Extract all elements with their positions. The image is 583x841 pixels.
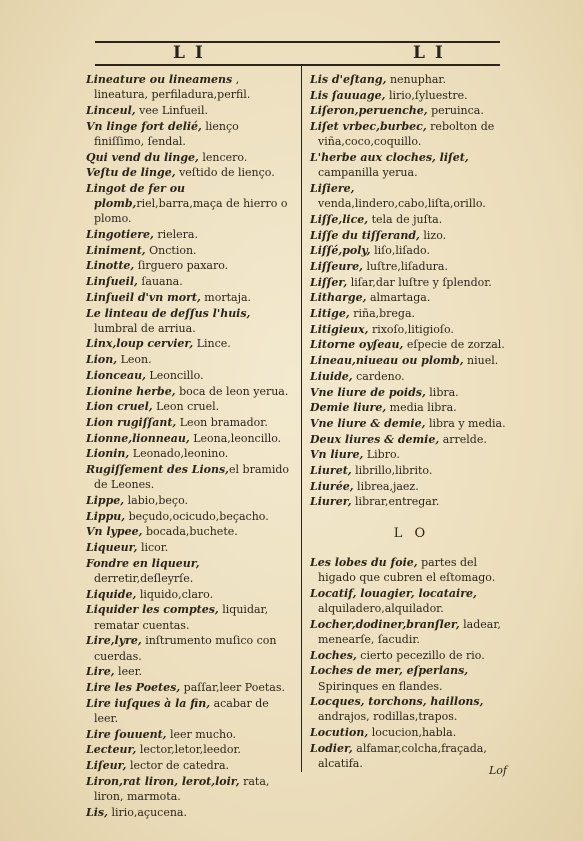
translation: lirio,ſyluestre. — [388, 88, 468, 102]
translation: liquido,claro. — [139, 587, 214, 601]
headword: Liſſe,lice, — [310, 212, 369, 226]
dictionary-entry — [310, 385, 513, 400]
translation: campanilla yerua. — [318, 166, 418, 180]
headword: Lecteur, — [86, 743, 137, 757]
translation: librea,jaez. — [357, 479, 419, 493]
translation: rebolton de viña,coco,coquillo. — [318, 120, 495, 149]
translation: partes del higado que cubren el eſtomago. — [318, 555, 496, 585]
column-divider — [301, 66, 302, 772]
headword: Lion rugiſſant, — [86, 415, 177, 429]
catchword: Lof — [489, 764, 507, 777]
translation: media libra. — [389, 401, 457, 415]
dictionary-entry — [86, 258, 292, 273]
left-column — [86, 72, 292, 820]
dictionary-entry — [310, 243, 513, 258]
translation: bocada,buchete. — [145, 525, 238, 539]
headword: Rugiſſement des Lions, — [86, 463, 229, 477]
headword: Lion cruel, — [86, 400, 153, 414]
headword: Lineature ou lineamens — [86, 73, 233, 86]
translation: riel,barra,maça de hierro o plomo. — [94, 197, 288, 226]
headword: Lis, — [86, 805, 108, 819]
translation: libra y media. — [428, 416, 506, 430]
dictionary-entry — [86, 181, 292, 227]
dictionary-entry — [310, 741, 513, 771]
running-head — [95, 38, 500, 66]
headword: Liſſer, — [310, 275, 348, 289]
translation: el bramido de Leones. — [94, 463, 289, 492]
headword: Liniment, — [86, 243, 146, 257]
dictionary-entry — [310, 400, 513, 415]
dictionary-entry — [310, 416, 513, 431]
dictionary-entry — [86, 431, 292, 446]
headword: Vn lypee, — [86, 525, 143, 539]
dictionary-entry — [86, 727, 292, 742]
dictionary-entry — [86, 742, 292, 757]
headword: Vn liure, — [310, 448, 364, 462]
translation: rixoſo,litigioſo. — [371, 322, 454, 336]
headword: Loches, — [310, 648, 357, 662]
dictionary-entry — [86, 462, 292, 492]
dictionary-entry — [86, 72, 292, 102]
dictionary-entry — [310, 555, 513, 585]
translation: peruinca. — [431, 104, 484, 118]
headword: Lionceau, — [86, 368, 146, 382]
translation: inſtrumento muſico con cuerdas. — [94, 634, 277, 663]
dictionary-entry — [86, 384, 292, 399]
translation: cierto pecezillo de rio. — [360, 648, 485, 662]
translation: tela de juſta. — [371, 212, 443, 226]
translation: labio,beço. — [127, 493, 189, 507]
translation: alquiladero,alquilador. — [318, 602, 444, 615]
translation: beçudo,ocicudo,beçacho. — [128, 509, 269, 523]
dictionary-entry — [86, 150, 292, 165]
translation: ladear, menearſe, ſacudir. — [318, 617, 501, 646]
dictionary-entry — [86, 274, 292, 289]
translation: lirio,açucena. — [111, 805, 187, 819]
dictionary-entry — [86, 805, 292, 820]
dictionary-entry — [310, 275, 513, 290]
headword: Liqueur, — [86, 541, 138, 555]
translation: vee Linfueil. — [139, 103, 208, 117]
dictionary-entry — [86, 368, 292, 383]
headword: Lis d'eſtang, — [310, 73, 387, 86]
section-heading: L O — [393, 525, 430, 541]
dictionary-entry — [86, 524, 292, 539]
translation: Leona,leoncillo. — [193, 431, 282, 445]
dictionary-entry — [86, 493, 292, 508]
dictionary-entry — [310, 432, 513, 447]
dictionary-entry — [310, 617, 513, 647]
head-bottom-rule — [95, 64, 500, 66]
headword: Liſet vrbec,burbec, — [310, 120, 427, 134]
headword: Liquide, — [86, 587, 137, 601]
translation: lector,letor,leedor. — [139, 743, 241, 757]
headword: Liſeron,peruenche, — [310, 104, 428, 118]
translation: leer mucho. — [170, 727, 236, 741]
headword: Locher,dodiner,branſler, — [310, 617, 460, 631]
headword: Locatif, louagier, locataire, — [310, 586, 477, 600]
translation: alfamar,colcha,fraçada, alcatifa. — [318, 741, 487, 771]
translation: locucion,habla. — [371, 726, 457, 740]
dictionary-entry — [86, 696, 292, 726]
dictionary-entry — [310, 212, 513, 227]
headword: Vne liure & demie, — [310, 416, 426, 430]
headword: Lion, — [86, 353, 118, 367]
headword: Lire,lyre, — [86, 634, 142, 648]
translation: boca de leon yerua. — [179, 384, 289, 398]
headword: Lionin, — [86, 447, 130, 461]
translation: riña,brega. — [353, 307, 416, 321]
translation: liquidar, rematar cuentas. — [94, 603, 269, 632]
translation: almartaga. — [369, 291, 431, 305]
headword: Lingot de fer ou plomb, — [86, 181, 186, 211]
headword: Les lobes du foie, — [310, 555, 418, 569]
translation: lencero. — [202, 150, 248, 164]
dictionary-entry — [86, 587, 292, 602]
headword: L'herbe aux cloches, liſet, — [310, 151, 469, 165]
headword: Linſueil d'vn mort, — [86, 290, 201, 304]
translation: Spirinques en flandes. — [318, 679, 443, 693]
headword: Litigieux, — [310, 322, 369, 336]
dictionary-entry — [310, 259, 513, 274]
headword: Lire les Poetes, — [86, 680, 181, 694]
dictionary-entry — [310, 88, 513, 103]
translation: niuel. — [467, 354, 499, 368]
dictionary-entry — [86, 103, 292, 118]
dictionary-entry — [86, 758, 292, 773]
dictionary-entry — [86, 664, 292, 679]
headword: Liſiere, — [310, 181, 355, 195]
dictionary-entry — [86, 399, 292, 414]
dictionary-entry — [310, 663, 513, 693]
headword: Lippu, — [86, 509, 126, 523]
headword: Le linteau de deſſus l'huis, — [86, 306, 251, 320]
dictionary-entry — [86, 352, 292, 367]
dictionary-entry — [310, 72, 513, 87]
headword: Lingotiere, — [86, 228, 154, 242]
headword: Lire, — [86, 665, 115, 679]
translation: libra. — [429, 385, 459, 399]
translation: Leon bramador. — [179, 415, 268, 429]
translation: Leonado,leonino. — [132, 447, 229, 461]
running-head-right: L I — [413, 43, 445, 63]
translation: liſar,dar luſtre y ſplendor. — [350, 275, 492, 289]
headword: Litorne oyſeau, — [310, 338, 404, 352]
headword: Linotte, — [86, 259, 135, 273]
headword: Liquider les comptes, — [86, 603, 219, 617]
headword: Liurée, — [310, 479, 354, 493]
dictionary-entry — [86, 119, 292, 149]
translation: cardeno. — [356, 369, 405, 383]
headword: Lionne,lionneau, — [86, 431, 190, 445]
headword: Liſſe du tiſſerand, — [310, 228, 420, 242]
dictionary-entry — [310, 119, 513, 149]
translation: arrelde. — [442, 432, 487, 446]
dictionary-entry — [310, 447, 513, 462]
translation: Leon. — [120, 353, 152, 367]
headword: Liſeur, — [86, 758, 127, 772]
translation: derretir,deſleyrſe. — [94, 572, 194, 585]
translation: lienço finiſſimo, ſendal. — [94, 119, 239, 148]
translation: luſtre,liſadura. — [366, 259, 448, 273]
dictionary-entry — [86, 509, 292, 524]
dictionary-entry — [310, 586, 513, 616]
right-column-entries-lo — [310, 555, 513, 771]
headword: Lionine herbe, — [86, 384, 176, 398]
dictionary-entry — [86, 540, 292, 555]
headword: Veſtu de linge, — [86, 166, 176, 180]
headword: Litharge, — [310, 291, 367, 305]
translation: venda,lindero,cabo,liſta,orillo. — [318, 197, 486, 211]
dictionary-entry — [310, 463, 513, 478]
headword: Linſueil, — [86, 275, 138, 289]
dictionary-entry — [86, 336, 292, 351]
headword: Lippe, — [86, 493, 125, 507]
headword: Lire ſouuent, — [86, 727, 167, 741]
translation: lumbral de arriua. — [94, 321, 196, 335]
dictionary-entry — [310, 181, 513, 211]
headword: Liuret, — [310, 464, 352, 478]
dictionary-entry — [310, 103, 513, 118]
headword: Linceul, — [86, 103, 136, 117]
dictionary-entry — [86, 633, 292, 663]
dictionary-entry — [310, 353, 513, 368]
translation: veſtido de lienço. — [179, 166, 275, 180]
headword: Linx,loup cervier, — [86, 337, 194, 351]
headword: Locution, — [310, 726, 369, 740]
headword: Liuide, — [310, 369, 353, 383]
translation: lizo. — [423, 228, 447, 242]
right-column-entries-li — [310, 72, 513, 510]
headword: Lineau,niueau ou plomb, — [310, 354, 464, 368]
headword: Deux liures & demie, — [310, 432, 440, 446]
headword: Fondre en liqueur, — [86, 556, 200, 570]
translation: andrajos, rodillas,trapos. — [318, 710, 458, 724]
dictionary-entry — [310, 725, 513, 740]
dictionary-entry — [86, 306, 292, 336]
headword: Liurer, — [310, 495, 352, 509]
translation: ſirguero paxaro. — [137, 259, 229, 273]
dictionary-entry — [86, 602, 292, 632]
headword: Vne liure de poids, — [310, 385, 426, 399]
dictionary-entry — [86, 290, 292, 305]
right-column — [310, 72, 513, 772]
translation: Onction. — [149, 243, 197, 257]
dictionary-entry — [310, 150, 513, 180]
dictionary-entry — [310, 648, 513, 663]
translation: lector de catedra. — [129, 758, 230, 772]
translation: licor. — [140, 541, 169, 555]
translation: rielera. — [157, 228, 198, 242]
dictionary-entry — [310, 290, 513, 305]
translation: Leoncillo. — [149, 368, 204, 382]
dictionary-entry — [86, 446, 292, 461]
dictionary-entry — [310, 369, 513, 384]
headword: Liron,rat liron, lerot,loir, — [86, 774, 240, 788]
entry-separator: , — [232, 73, 240, 86]
headword: Lire iuſques à la fin, — [86, 696, 211, 710]
dictionary-entry — [86, 227, 292, 242]
translation: acabar de leer. — [94, 696, 269, 725]
dictionary-entry — [86, 243, 292, 258]
dictionary-entry — [310, 306, 513, 321]
headword: Demie liure, — [310, 401, 387, 415]
translation: nenuphar. — [389, 73, 446, 86]
headword: Locques, torchons, haillons, — [310, 695, 484, 709]
headword: Liſſeure, — [310, 259, 363, 273]
translation: paſſar,leer Poetas. — [183, 680, 286, 694]
dictionary-entry — [310, 494, 513, 509]
dictionary-entry — [310, 228, 513, 243]
headword: Lis ſauuage, — [310, 88, 386, 102]
headword: Litige, — [310, 307, 350, 321]
translation: eſpecie de zorzal. — [406, 338, 505, 352]
dictionary-entry — [86, 680, 292, 695]
translation: lineatura, perfiladura,perfil. — [94, 88, 251, 102]
translation: librillo,librito. — [355, 464, 433, 478]
dictionary-entry — [86, 556, 292, 586]
dictionary-entry — [310, 322, 513, 337]
dictionary-entry — [86, 415, 292, 430]
dictionary-entry — [310, 694, 513, 724]
translation: Leon cruel. — [156, 400, 220, 414]
dictionary-entry — [310, 337, 513, 352]
dictionary-entry — [86, 165, 292, 180]
translation: Libro. — [366, 448, 400, 462]
translation: leer. — [118, 665, 143, 679]
translation: ſauana. — [141, 275, 183, 289]
translation: Lince. — [196, 337, 231, 351]
translation: mortaja. — [204, 290, 252, 304]
dictionary-entry — [310, 479, 513, 494]
headword: Qui vend du linge, — [86, 150, 199, 164]
headword: Loches de mer, eſperlans, — [310, 664, 469, 678]
headword: Lodier, — [310, 741, 353, 755]
dictionary-entry — [86, 774, 292, 804]
translation: rata, liron, marmota. — [94, 774, 270, 803]
translation: liſo,liſado. — [374, 244, 430, 258]
translation: librar,entregar. — [355, 495, 440, 509]
headword: Vn linge fort delié, — [86, 119, 202, 133]
running-head-left: L I — [173, 43, 205, 63]
headword: Liſſé,poly, — [310, 244, 371, 258]
